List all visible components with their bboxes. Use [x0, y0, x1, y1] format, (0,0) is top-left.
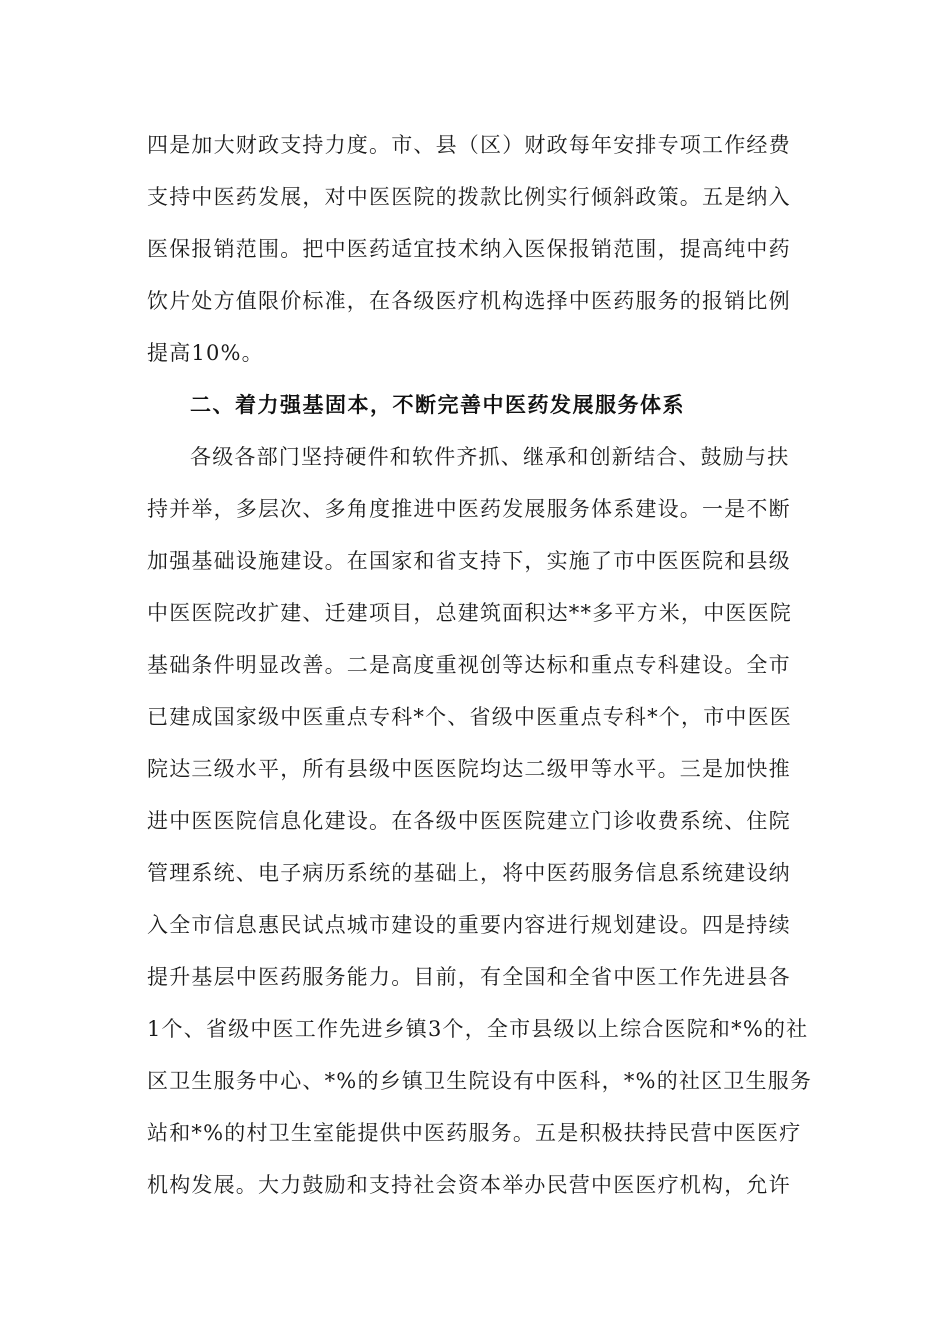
paragraph-line: 加强基础设施建设。在国家和省支持下，实施了市中医医院和县级: [147, 549, 791, 573]
paragraph-line: 支持中医药发展，对中医医院的拨款比例实行倾斜政策。五是纳入: [147, 185, 791, 209]
paragraph-line: 医保报销范围。把中医药适宜技术纳入医保报销范围，提高纯中药: [147, 237, 791, 261]
paragraph-line: 机构发展。大力鼓励和支持社会资本举办民营中医医疗机构，允许: [147, 1173, 791, 1197]
section-heading: 二、着力强基固本，不断完善中医药发展服务体系: [190, 392, 685, 417]
paragraph-line: 1个、省级中医工作先进乡镇3个，全市县级以上综合医院和*%的社: [147, 1017, 809, 1041]
paragraph-line: 各级各部门坚持硬件和软件齐抓、继承和创新结合、鼓励与扶: [190, 445, 790, 469]
paragraph-line: 站和*%的村卫生室能提供中医药服务。五是积极扶持民营中医医疗: [147, 1121, 802, 1145]
paragraph-line: 管理系统、电子病历系统的基础上，将中医药服务信息系统建设纳: [147, 861, 791, 885]
paragraph-line: 饮片处方值限价标准，在各级医疗机构选择中医药服务的报销比例: [147, 289, 791, 313]
paragraph-line: 区卫生服务中心、*%的乡镇卫生院设有中医科，*%的社区卫生服务: [147, 1069, 813, 1093]
paragraph-line: 基础条件明显改善。二是高度重视创等达标和重点专科建设。全市: [147, 653, 791, 677]
paragraph-line: 进中医医院信息化建设。在各级中医医院建立门诊收费系统、住院: [147, 809, 791, 833]
paragraph-line: 院达三级水平，所有县级中医医院均达二级甲等水平。三是加快推: [147, 757, 791, 781]
paragraph-line: 中医医院改扩建、迁建项目，总建筑面积达**多平方米，中医医院: [147, 601, 792, 625]
paragraph-line: 提高10%。: [147, 341, 264, 365]
paragraph-line: 持并举，多层次、多角度推进中医药发展服务体系建设。一是不断: [147, 497, 791, 521]
paragraph-line: 入全市信息惠民试点城市建设的重要内容进行规划建设。四是持续: [147, 913, 791, 937]
paragraph-line: 提升基层中医药服务能力。目前，有全国和全省中医工作先进县各: [147, 965, 791, 989]
paragraph-line: 四是加大财政支持力度。市、县（区）财政每年安排专项工作经费: [147, 133, 791, 157]
paragraph-line: 已建成国家级中医重点专科*个、省级中医重点专科*个，市中医医: [147, 705, 792, 729]
